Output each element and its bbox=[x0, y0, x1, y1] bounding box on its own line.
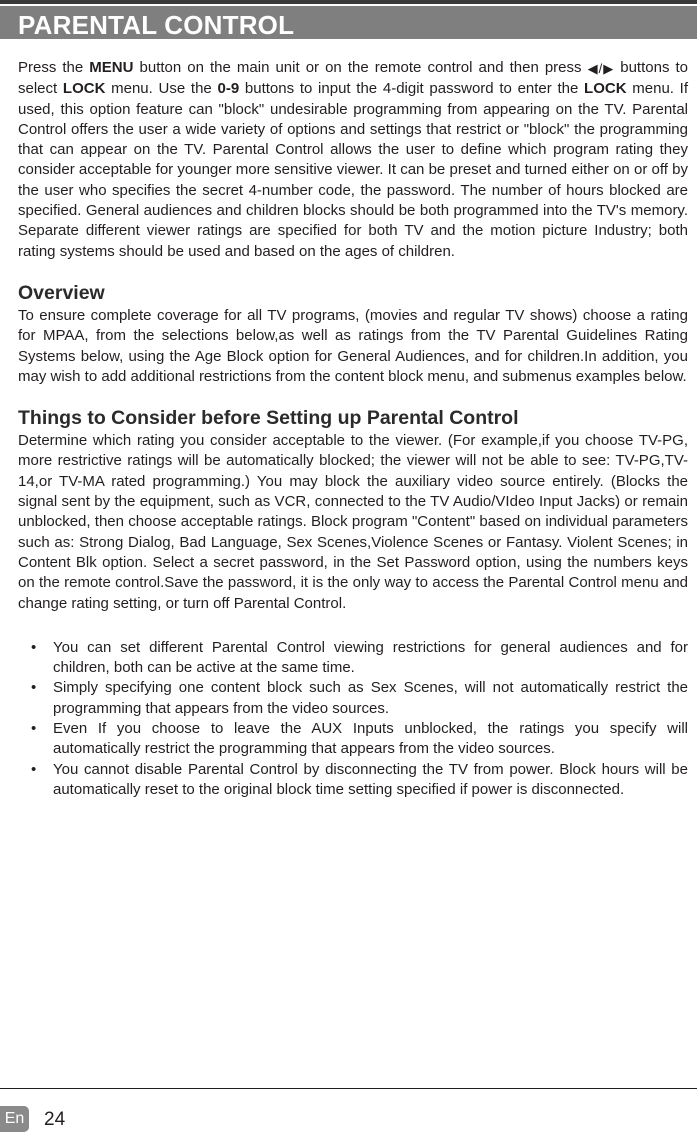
list-item-text: Simply specifying one content block such as Sex Scenes, will not automatically restrict the programming that appears from the video sources. bbox=[53, 679, 688, 717]
list-item-text: You cannot disable Parental Control by disconnecting the TV from power. Block hours will be automatically reset to the original block time setting specified if power is disconnected. bbox=[53, 760, 688, 798]
intro-text-3: buttons to select bbox=[18, 59, 688, 98]
list-item bbox=[18, 760, 688, 801]
intro-text-5: buttons to input the 4-digit password to enter the bbox=[239, 80, 585, 98]
digits-key-label: 0-9 bbox=[217, 80, 240, 98]
manual-content bbox=[18, 58, 688, 800]
language-badge: En bbox=[0, 1106, 29, 1132]
list-item-text: You can set different Parental Control viewing restrictions for general audiences and for children, both can be active at the same time. bbox=[53, 638, 688, 677]
bullet-icon: • bbox=[31, 760, 37, 778]
intro-text-6: menu. If used, this option feature can "block" undesirable programming from appearing on the TV. Parental Control offers the user a wide variety of options and settings that restrict or "block" the programming that can appear on the TV. Parental Control allows the user to define which program rating they consider acceptable for younger more sensitive viewer. It can be preset and turned either on or off by the user who specifies the secret 4-number code, the password. The number of hours blocked are specified. General audiences and children blocks should be both programmed into the TV's memory. Separate different viewer ratings are specified for both TV and the motion picture Industry; both rating systems should be used and based on the ages of children. bbox=[18, 80, 689, 260]
page-number: 24 bbox=[44, 1109, 66, 1130]
consider-heading: Things to Consider before Setting up Parental Control bbox=[18, 407, 519, 430]
intro-text-4: menu. Use the bbox=[105, 80, 218, 98]
list-item-text: Even If you choose to leave the AUX Inputs unblocked, the ratings you specify will automatically restrict the programming that appears from the video sources. bbox=[53, 720, 688, 758]
intro-text-2: button on the main unit or on the remote control and then press bbox=[133, 59, 588, 76]
left-right-arrow-icon: ◀/▶ bbox=[587, 61, 615, 76]
top-rule bbox=[0, 0, 697, 4]
page-title: PARENTAL CONTROL bbox=[18, 10, 295, 40]
list-item bbox=[18, 678, 688, 719]
bullet-icon: • bbox=[31, 638, 37, 656]
bullet-icon: • bbox=[31, 679, 37, 697]
list-item bbox=[18, 719, 688, 760]
menu-key-label: MENU bbox=[89, 59, 134, 76]
intro-paragraph bbox=[18, 58, 688, 262]
footer-rule bbox=[0, 1088, 697, 1089]
lock-key-label-2: LOCK bbox=[584, 80, 627, 98]
tips-list bbox=[18, 638, 688, 800]
overview-heading: Overview bbox=[18, 281, 105, 304]
bullet-icon: • bbox=[31, 720, 37, 738]
overview-paragraph: To ensure complete coverage for all TV programs, (movies and regular TV shows) choose a rating for MPAA, from the selections below,as well as ratings from the TV Parental Guidelines Rating Systems below, using the Age Block option for General Audiences, and for children.In addition, you may wish to add additional restrictions from the content block menu, and submenus examples below. bbox=[18, 306, 688, 385]
consider-paragraph: Determine which rating you consider acceptable to the viewer. (For example,if you choose TV-PG, more restrictive ratings will be automatically blocked; the viewer will not be able to see: TV-PG,TV-14,or TV-MA rated programming.) You may block the auxiliary video source entirely. (Blocks the signal sent by the equipment, such as VCR, connected to the TV Audio/VIdeo Input Jacks) or remain unblocked, then choose acceptable ratings. Block program "Content" based on individual parameters such as: Strong Dialog, Bad Language, Sex Scenes,Violence Scenes or Fantasy. Violent Scenes; in Content Blk option. Select a secret password, in the Set Password option, using the numbers keys on the remote control.Save the password, it is the only way to access the Parental Control menu and change rating setting, or turn off Parental Control. bbox=[18, 432, 688, 612]
lock-key-label: LOCK bbox=[62, 80, 106, 98]
intro-text-1: Press the bbox=[18, 59, 90, 76]
list-item bbox=[18, 638, 688, 679]
